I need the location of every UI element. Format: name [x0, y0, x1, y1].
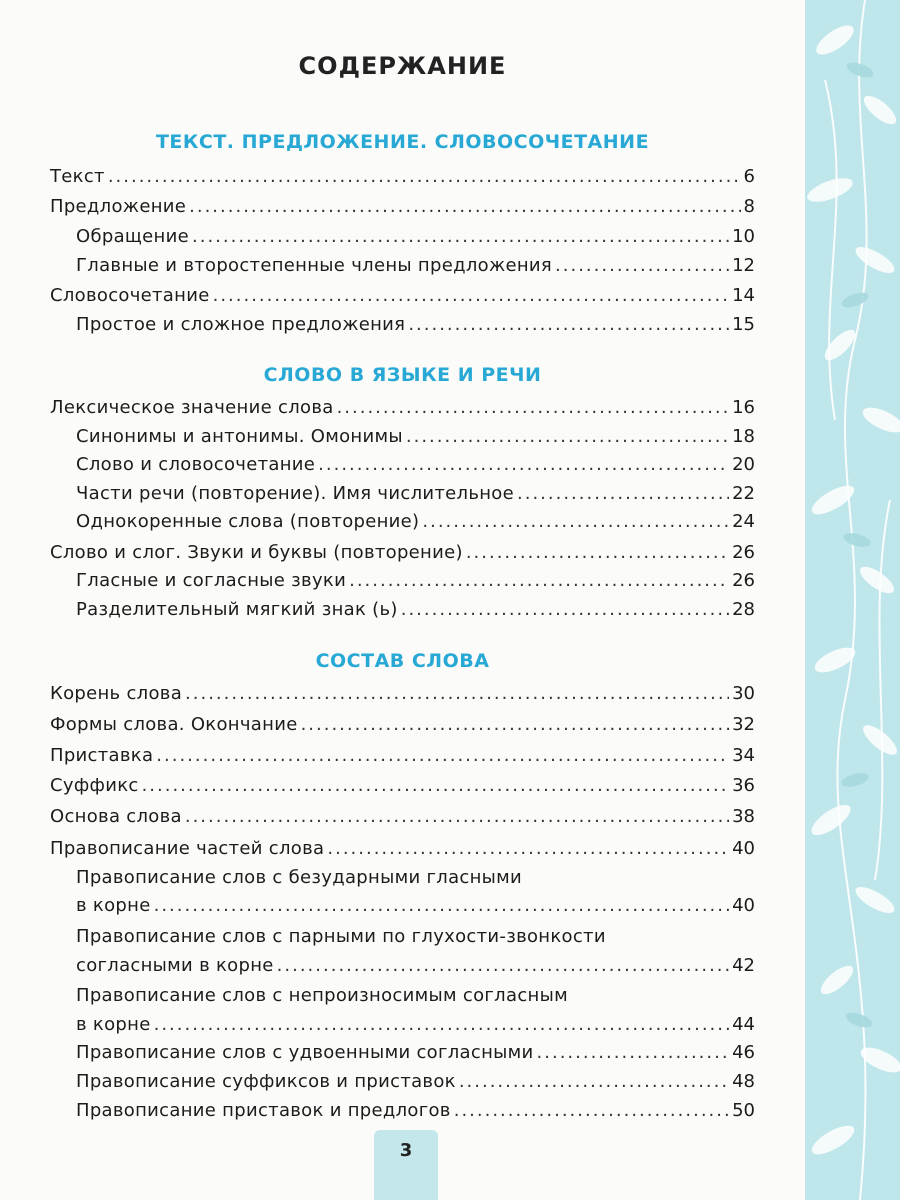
leader-dots — [185, 682, 729, 706]
leader-dots — [466, 541, 729, 565]
leader-dots — [401, 598, 729, 622]
toc-entry[interactable]: Слово и словосочетание ..... 20 — [76, 453, 755, 477]
toc-entry[interactable]: Корень слова ..... 30 — [50, 682, 755, 706]
leader-dots — [337, 396, 730, 420]
toc-entry[interactable]: Приставка ..... 34 — [50, 744, 755, 768]
toc-entry-line1[interactable]: Правописание слов с непроизносимым согласным — [76, 985, 568, 1006]
toc-entry[interactable]: Словосочетание ..... 14 — [50, 284, 755, 308]
page-number-tab — [374, 1130, 438, 1200]
toc-entry[interactable]: Предложение ..... 8 — [50, 195, 755, 219]
page-title: СОДЕРЖАНИЕ — [298, 52, 507, 80]
leader-dots — [459, 1070, 729, 1094]
leader-dots — [108, 165, 741, 189]
leader-dots — [192, 225, 729, 249]
leader-dots — [154, 1013, 730, 1037]
leader-dots — [318, 453, 729, 477]
toc-entry[interactable]: Синонимы и антонимы. Омонимы ..... 18 — [76, 425, 755, 449]
leader-dots — [189, 195, 740, 219]
leader-dots — [517, 482, 729, 506]
toc-entry[interactable]: Формы слова. Окончание ..... 32 — [50, 713, 755, 737]
leader-dots — [454, 1099, 729, 1123]
leader-dots — [422, 510, 729, 534]
toc-entry[interactable]: Части речи (повторение). Имя числительное ..... 22 — [76, 482, 755, 506]
leader-dots — [406, 425, 729, 449]
leader-dots — [277, 954, 729, 978]
toc-entry[interactable]: Лексическое значение слова ..... 16 — [50, 396, 755, 420]
toc-entry[interactable]: Суффикс ..... 36 — [50, 774, 755, 798]
page-number: 3 — [399, 1140, 413, 1161]
toc-entry[interactable]: Текст ..... 6 — [50, 165, 755, 189]
toc-entry[interactable]: Обращение ..... 10 — [76, 225, 755, 249]
toc-entry[interactable]: Правописание суффиксов и приставок ..... 48 — [76, 1070, 755, 1094]
section-heading-2: СЛОВО В ЯЗЫКЕ И РЕЧИ — [263, 364, 542, 386]
toc-entry[interactable]: Правописание приставок и предлогов ..... 50 — [76, 1099, 755, 1123]
toc-entry[interactable]: Правописание слов с удвоенными согласными ..... 46 — [76, 1041, 755, 1065]
section-heading-1: ТЕКСТ. ПРЕДЛОЖЕНИЕ. СЛОВОСОЧЕТАНИЕ — [155, 131, 650, 153]
toc-entry[interactable]: Гласные и согласные звуки ..... 26 — [76, 569, 755, 593]
toc-entry[interactable]: Слово и слог. Звуки и буквы (повторение) ..... 26 — [50, 541, 755, 565]
leader-dots — [142, 774, 730, 798]
leader-dots — [408, 313, 729, 337]
toc-entry[interactable]: Разделительный мягкий знак (ь) ..... 28 — [76, 598, 755, 622]
decorative-leaf-border — [805, 0, 900, 1200]
leader-dots — [555, 254, 729, 278]
toc-entry[interactable]: Главные и второстепенные члены предложения ..... 12 — [76, 254, 755, 278]
leader-dots — [213, 284, 730, 308]
toc-entry[interactable]: согласными в корне ..... 42 — [76, 954, 755, 978]
toc-entry-line1[interactable]: Правописание слов с парными по глухости-звонкости — [76, 926, 606, 947]
toc-entry[interactable]: Однокоренные слова (повторение) ..... 24 — [76, 510, 755, 534]
leaf-pattern-icon — [805, 0, 900, 1200]
leader-dots — [154, 894, 730, 918]
section-heading-3: СОСТАВ СЛОВА — [315, 650, 490, 672]
leader-dots — [327, 837, 729, 861]
leader-dots — [537, 1041, 730, 1065]
leader-dots — [301, 713, 730, 737]
leader-dots — [156, 744, 729, 768]
toc-entry[interactable]: Правописание частей слова ..... 40 — [50, 837, 755, 861]
toc-entry[interactable]: в корне ..... 40 — [76, 894, 755, 918]
toc-entry[interactable]: Основа слова ..... 38 — [50, 805, 755, 829]
toc-entry[interactable]: в корне ..... 44 — [76, 1013, 755, 1037]
leader-dots — [185, 805, 729, 829]
leader-dots — [349, 569, 729, 593]
toc-entry-line1[interactable]: Правописание слов с безударными гласными — [76, 867, 523, 888]
toc-entry[interactable]: Простое и сложное предложения ..... 15 — [76, 313, 755, 337]
